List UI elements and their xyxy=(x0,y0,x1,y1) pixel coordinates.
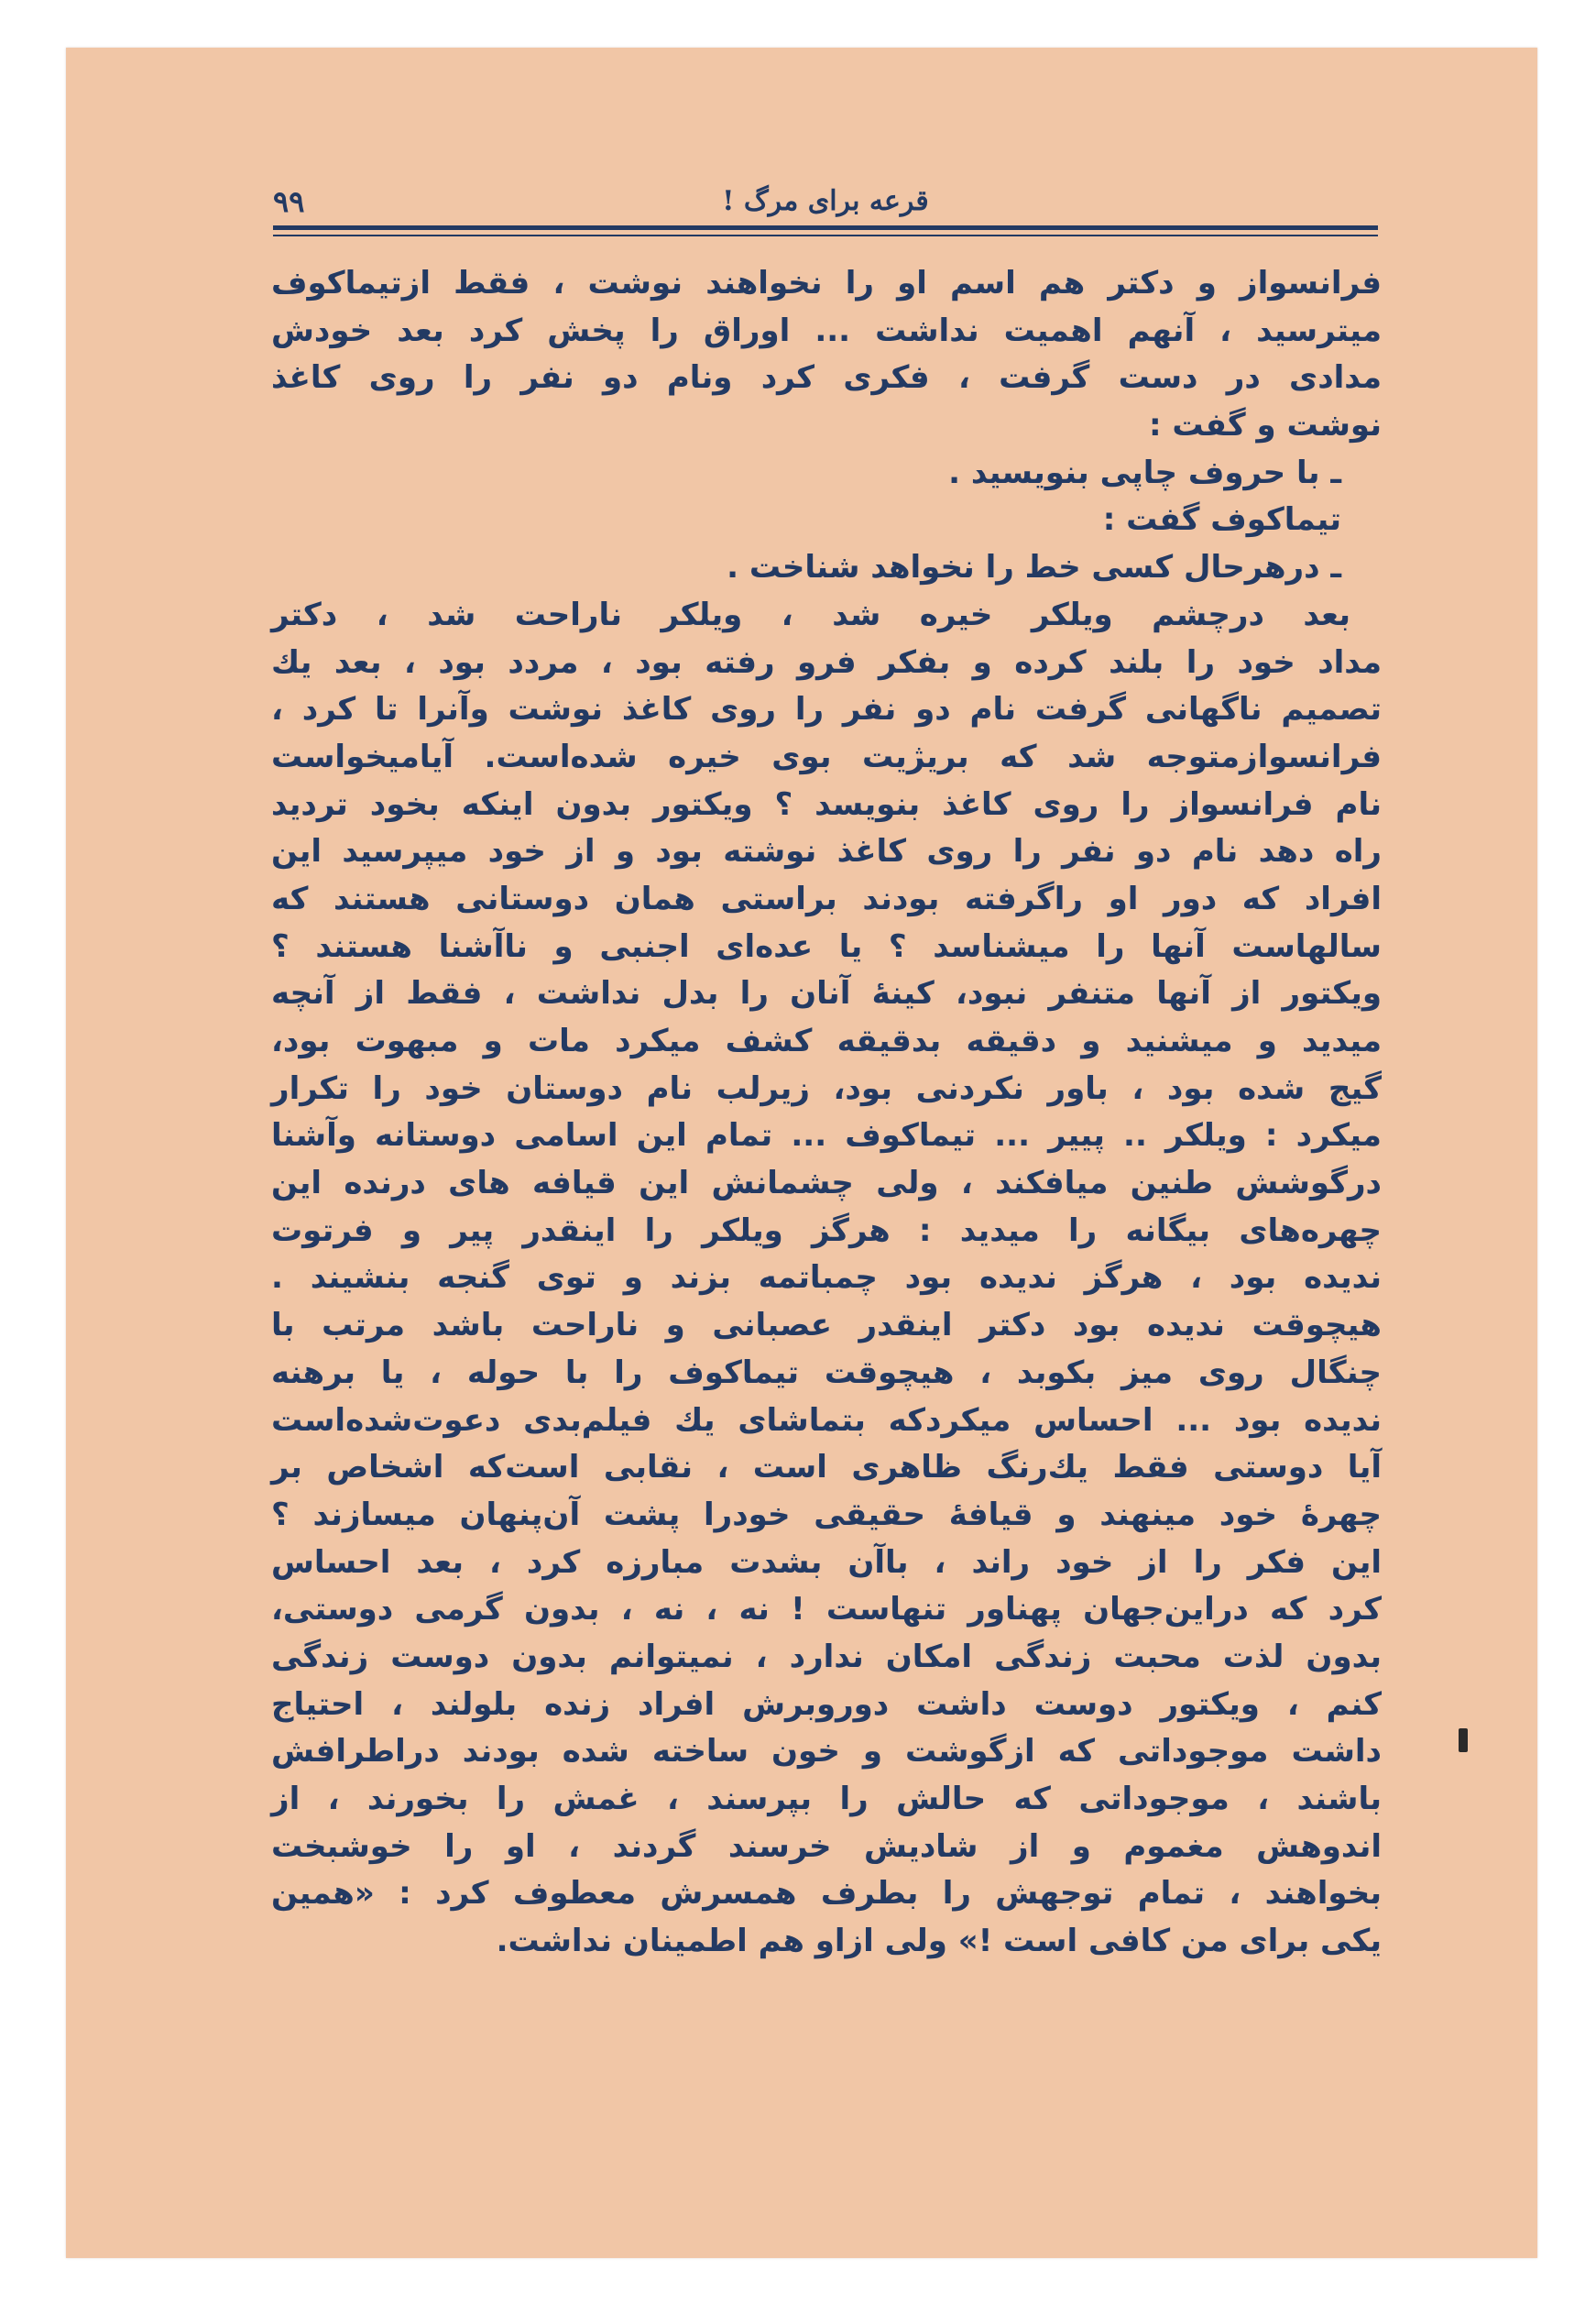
text-line: میدید و میشنید و دقیقه بدقیقه کشف میکرد مات و مبهوت بود، xyxy=(271,1023,1382,1059)
text-line: چنگال روی میز بکوبد ، هیچوقت تیماکوف را با حوله ، یا برهنه xyxy=(271,1354,1382,1391)
text-line: داشت موجوداتی که ازگوشت و خون ساخته شده بودند دراطرافش xyxy=(271,1733,1382,1770)
text-line: میکرد : ویلکر .. پییر ... تیماکوف ... تمام این اسامی دوستانه وآشنا xyxy=(271,1117,1382,1155)
text-line: بخواهند ، تمام توجهش را بطرف همسرش معطوف کرد : «همین xyxy=(271,1875,1382,1913)
dialog-line: تیماکوف گفت : xyxy=(1102,501,1341,539)
text-line: یکی برای من کافی است !» ولی ازاو هم اطمینان نداشت. xyxy=(496,1923,1382,1960)
text-line: بعد درچشم ویلکر خیره شد ، ویلکر ناراحت شد ، دکتر xyxy=(271,596,1350,633)
text-line: نوشت و گفت : xyxy=(1149,407,1382,444)
text-line: کنم ، ویکتور دوست داشت دوروبرش افراد زنده بلولند ، احتیاج xyxy=(271,1685,1382,1723)
text-line: باشند ، موجوداتی که حالش را بپرسند ، غمش را بخورند ، از xyxy=(271,1781,1382,1817)
dialog-line: ـ با حروف چاپی بنویسید . xyxy=(948,454,1341,491)
text-line: راه دهد نام دو نفر را روی کاغذ نوشته بود و از خود میپرسید این xyxy=(271,833,1382,871)
text-line: بدون لذت محبت زندگی امکان ندارد ، نمیتوانم بدون دوست زندگی xyxy=(271,1638,1382,1675)
text-line: فرانسواز و دکتر هم اسم او را نخواهند نوشت ، فقط ازتیماکوف xyxy=(271,265,1382,301)
dialog-line: ـ درهرحال کسی خط را نخواهد شناخت . xyxy=(727,549,1341,586)
text-line: نام فرانسواز را روی کاغذ بنویسد ؟ ویکتور بدون اینکه بخود تردید xyxy=(271,785,1382,823)
text-line: این فکر را از خود راند ، باآن بشدت مبارزه کرد ، بعد احساس xyxy=(271,1543,1382,1581)
page-number: ۹۹ xyxy=(273,184,305,219)
body-text xyxy=(271,260,1382,1966)
text-line: فرانسوازمتوجه شد که بریژیت بوی خیره شده‌است. آیامیخواست xyxy=(271,738,1382,775)
header-rule-thin xyxy=(273,235,1378,236)
text-line: ویکتور از آنها متنفر نبود، کینهٔ آنان را بدل نداشت ، فقط از آنچه xyxy=(271,975,1382,1013)
text-line: ندیده بود ... احساس میکردکه بتماشای یك فیلم‌بدی دعوت‌شده‌است xyxy=(271,1401,1382,1439)
text-line: گیج شده بود ، باور نکردنی بود، زیرلب نام دوستان خود را تکرار xyxy=(271,1069,1382,1107)
text-line: هیچوقت ندیده بود دکتر اینقدر عصبانی و ناراحت باشد مرتب با xyxy=(271,1307,1382,1344)
text-line: چهره‌های بیگانه را میدید : هرگز ویلکر را اینقدر پیر و فرتوت xyxy=(271,1211,1382,1249)
text-line: کرد که دراین‌جهان پهناور تنهاست ! نه ، نه ، بدون گرمی دوستی، xyxy=(271,1591,1382,1628)
text-line: ندیده بود ، هرگز ندیده بود چمباتمه بزند و توی گنجه بنشیند . xyxy=(271,1259,1382,1297)
text-line: میترسید ، آنهم اهمیت نداشت ... اوراق را پخش کرد بعد خودش xyxy=(271,312,1382,349)
text-line: اندوهش مغموم و از شادیش خرسند گردند ، او را خوشبخت xyxy=(271,1827,1382,1865)
text-line: درگوشش طنین میافکند ، ولی چشمانش این قیافه های درنده این xyxy=(271,1165,1382,1202)
header-rule-thick xyxy=(273,225,1378,230)
ink-speck xyxy=(1459,1728,1468,1752)
text-line: مدادی در دست گرفت ، فکری کرد ونام دو نفر را روی کاغذ xyxy=(271,359,1382,397)
text-line: تصمیم ناگهانی گرفت نام دو نفر را روی کاغذ نوشت وآنرا تا کرد ، xyxy=(271,691,1382,729)
text-line: چهرهٔ خود مینهند و قیافهٔ حقیقی خودرا پشت آن‌پنهان میسازند ؟ xyxy=(271,1496,1382,1533)
text-line: مداد خود را بلند کرده و بفکر فرو رفته بود ، مردد بود ، بعد یك xyxy=(271,643,1382,681)
text-line: افراد که دور او راگرفته بودند براستی همان دوستانی هستند که xyxy=(271,880,1382,917)
text-line: آیا دوستی فقط یك‌رنگ ظاهری است ، نقابی است‌که اشخاص بر xyxy=(271,1449,1382,1486)
running-title: قرعه برای مرگ ! xyxy=(722,185,929,217)
text-line: سالهاست آنها را میشناسد ؟ یا عده‌ای اجنبی و ناآشنا هستند ؟ xyxy=(271,927,1382,965)
running-head xyxy=(273,185,1378,218)
